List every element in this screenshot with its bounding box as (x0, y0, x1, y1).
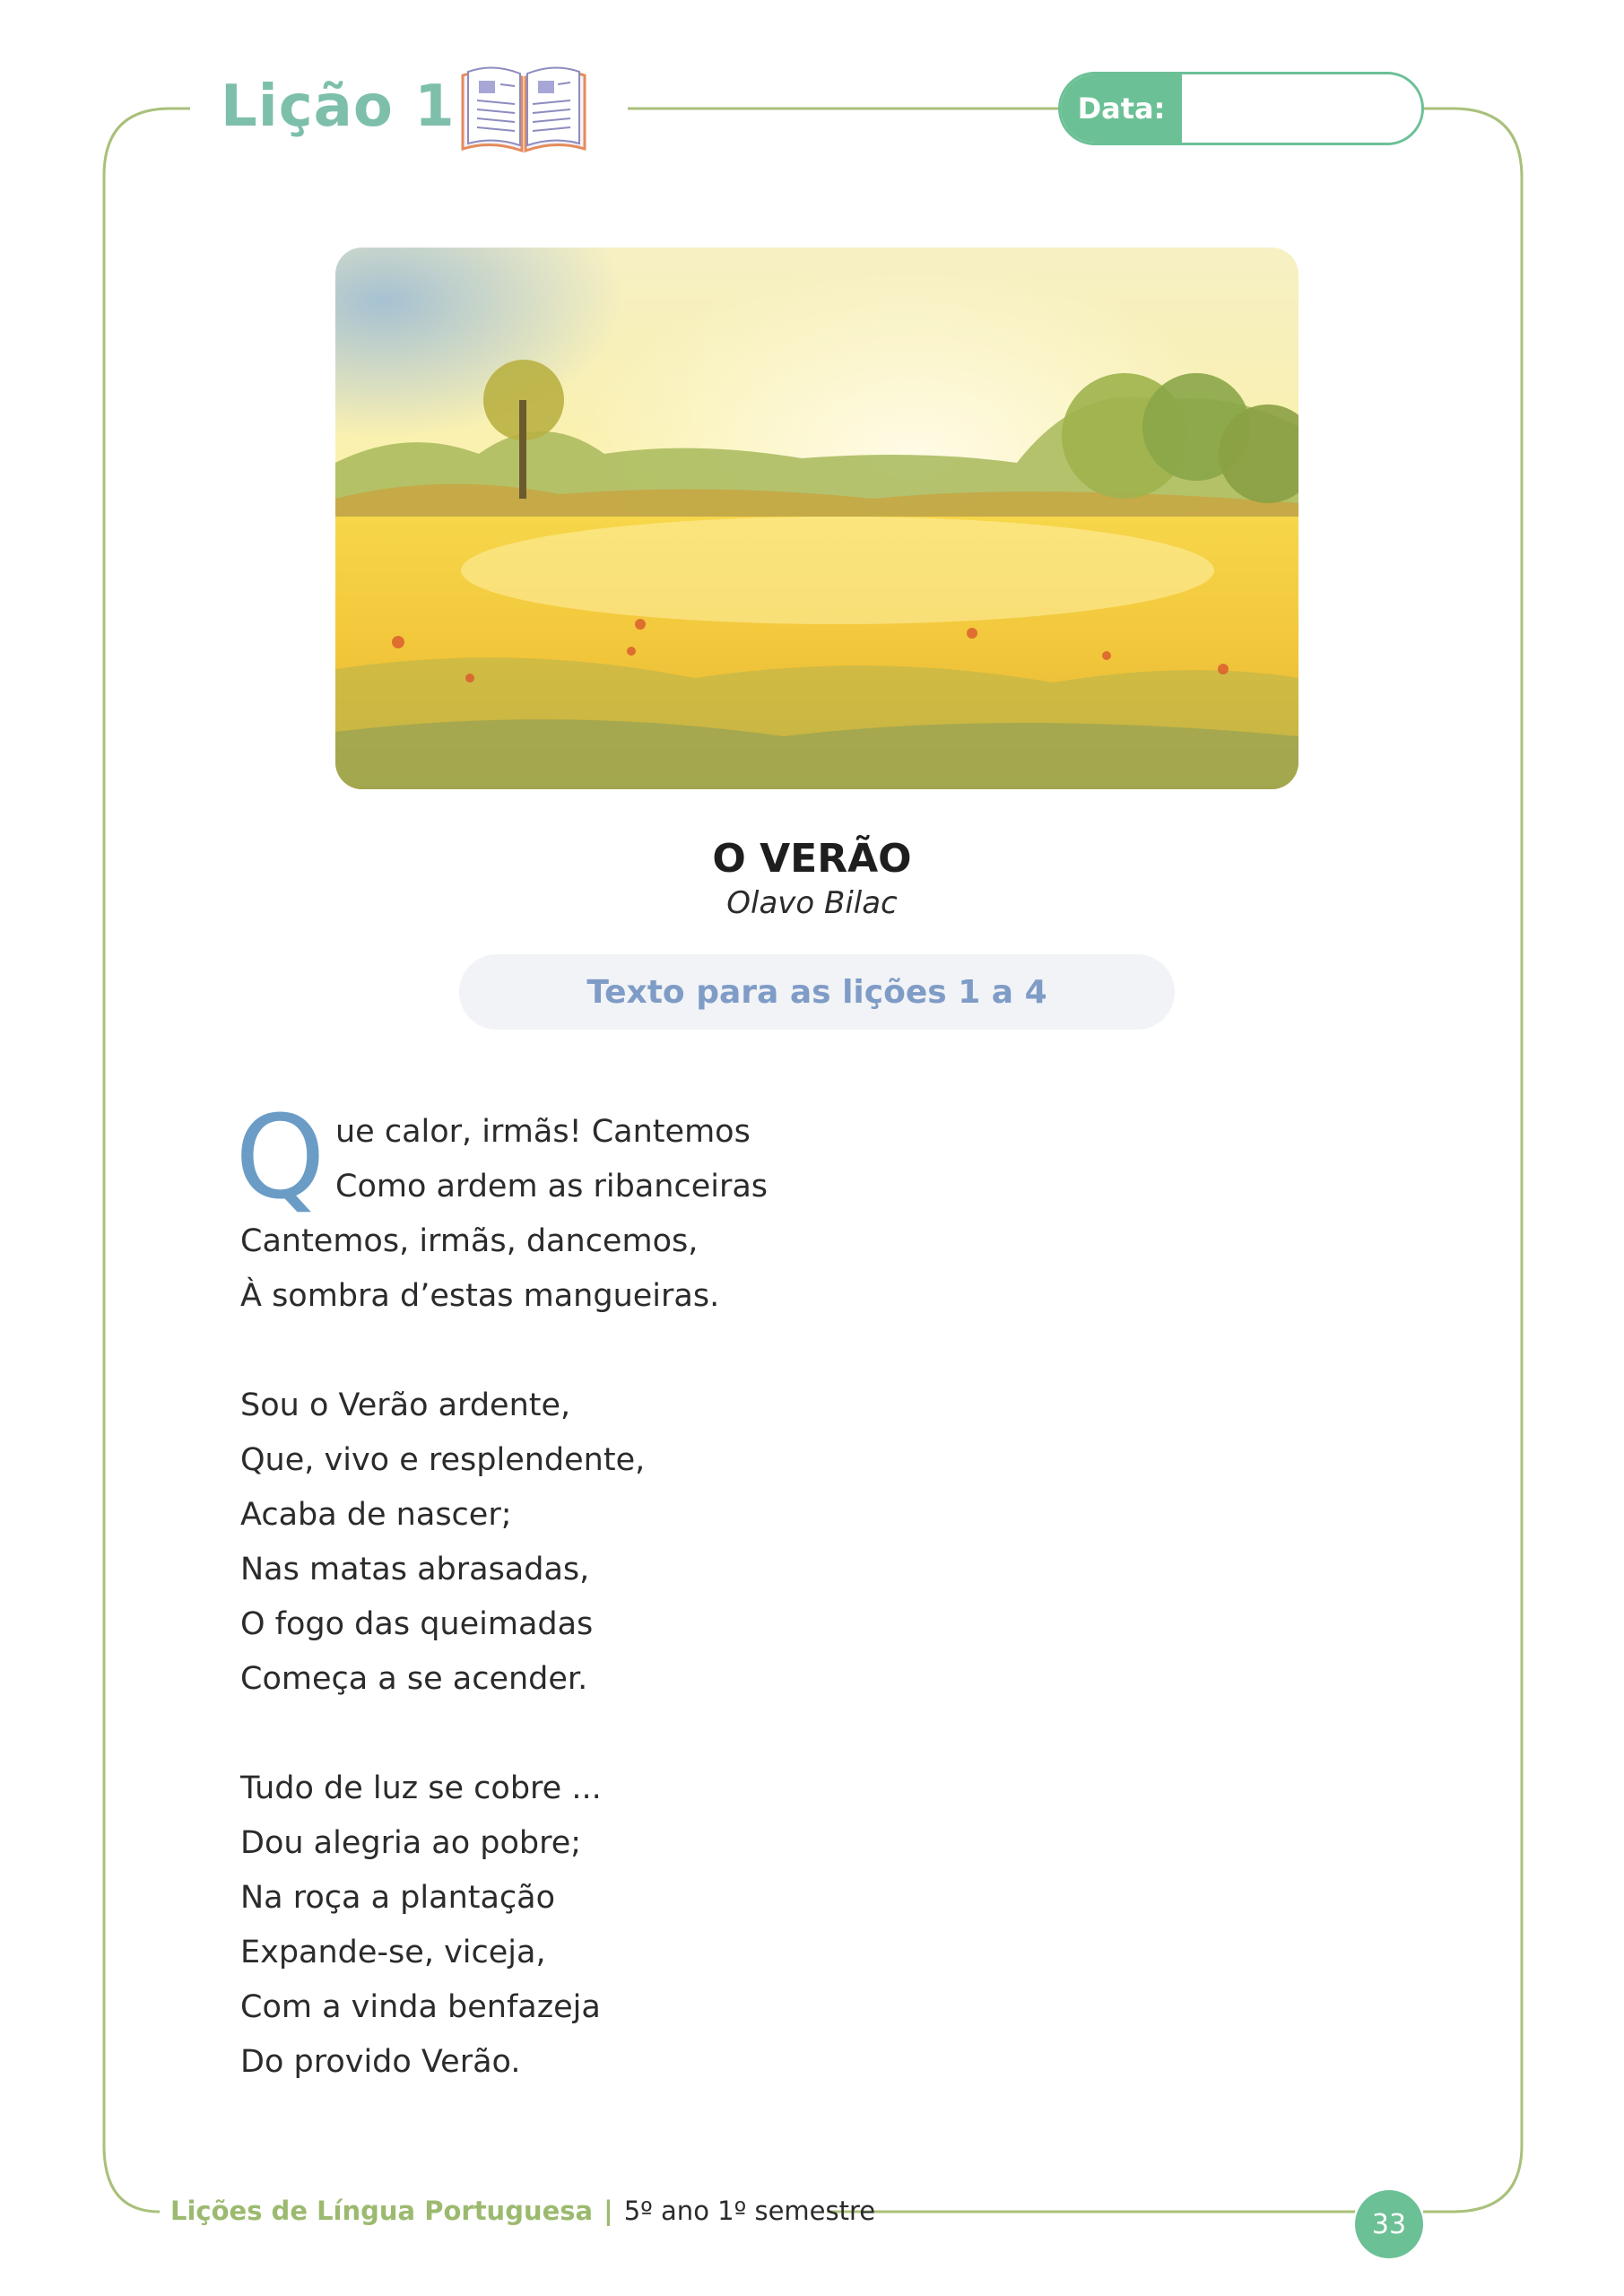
lesson-range-tag: Texto para as lições 1 a 4 (459, 954, 1175, 1030)
drop-cap: Q (235, 1091, 326, 1225)
date-input[interactable] (1182, 74, 1421, 143)
poem-line: À sombra d’estas mangueiras. (240, 1278, 720, 1314)
poem-line: Do provido Verão. (240, 2044, 521, 2080)
lesson-title: Lição 1 (221, 74, 456, 140)
poem-line: Tudo de luz se cobre ... (240, 1770, 602, 1806)
open-book-icon (456, 57, 592, 158)
footer-book-title: Lições de Língua Portuguesa (170, 2196, 594, 2226)
poem-line: Que, vivo e resplendente, (240, 1442, 646, 1478)
poem-line: Começa a se acender. (240, 1661, 588, 1697)
poem-title: O VERÃO (712, 836, 912, 882)
poem-line: Com a vinda benfazeja (240, 1989, 601, 2025)
poem-line: Acaba de nascer; (240, 1497, 512, 1533)
poem-line: Dou alegria ao pobre; (240, 1825, 582, 1861)
summer-field-image (335, 248, 1298, 789)
date-field[interactable] (1058, 72, 1424, 145)
page-number: 33 (1355, 2190, 1423, 2258)
poem-line: Cantemos, irmãs, dancemos, (240, 1223, 699, 1259)
footer-separator: | (604, 2196, 613, 2226)
poem-line: Expande-se, viceja, (240, 1935, 546, 1970)
date-label: Data: (1061, 74, 1182, 143)
poem-author: Olavo Bilac (726, 885, 898, 921)
poem-line: O fogo das queimadas (240, 1606, 594, 1642)
poem-line: Na roça a plantação (240, 1880, 556, 1916)
footer-info (170, 2196, 875, 2226)
poem-line: Como ardem as ribanceiras (335, 1169, 769, 1205)
poem-line: ue calor, irmãs! Cantemos (335, 1114, 751, 1150)
poem-line: Nas matas abrasadas, (240, 1552, 590, 1587)
footer-grade: 5º ano 1º semestre (623, 2196, 876, 2226)
poem-line: Sou o Verão ardente, (240, 1387, 571, 1423)
